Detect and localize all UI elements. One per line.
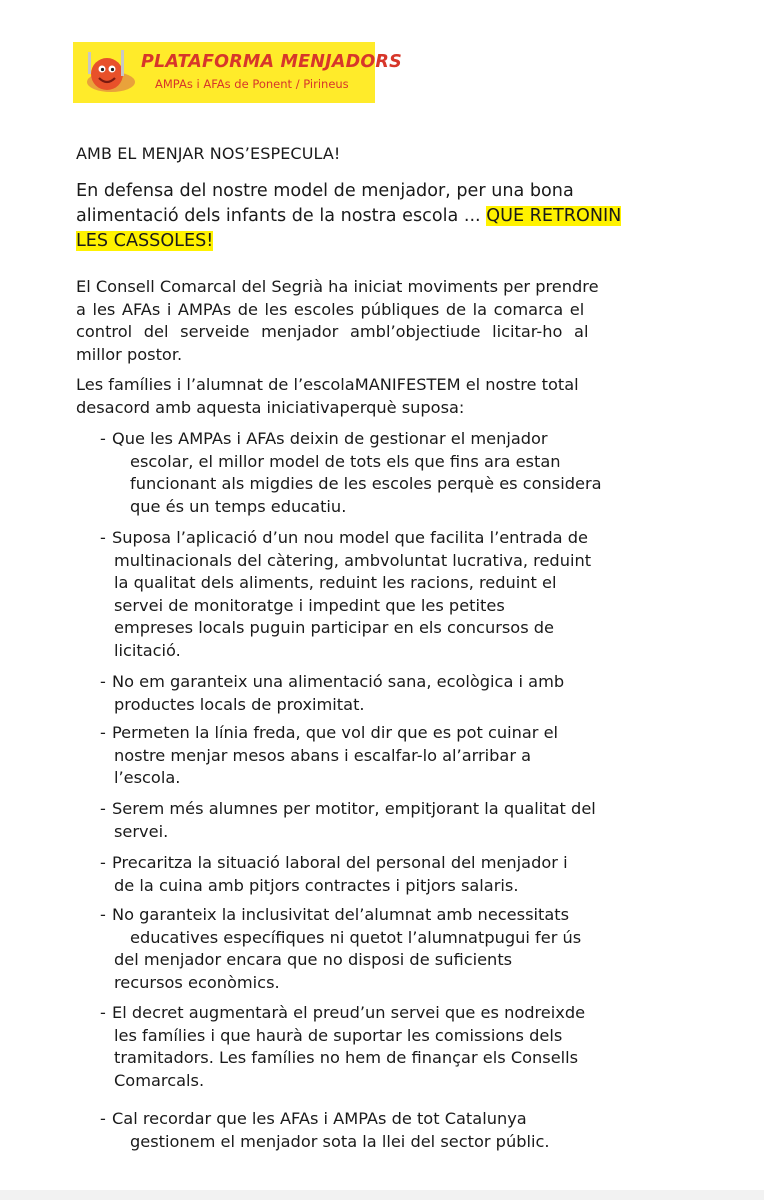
bullet-line: de la cuina amb pitjors contractes i pitjors salaris. — [114, 875, 519, 895]
bullet-item: - Suposa l’aplicació d’un nou model que facilita l’entrada de multinacionals del càtering, ambvoluntat lucrativa, reduint la qualitat dels aliments, reduint les racions, reduint el servei de monitoratge i impedint que les petites empreses locals puguin participar en els concursos de licitació. — [100, 527, 700, 662]
bullet-line: El decret augmentarà el preud’un servei que es nodreixde — [112, 1003, 586, 1022]
bullet-line: multinacionals del càtering, ambvoluntat lucrativa, reduint — [114, 550, 592, 570]
logo-title: PLATAFORMA MENJADORS — [141, 52, 402, 72]
bullet-line: que és un temps educatiu. — [130, 496, 347, 516]
paragraph-line: control del serveide menjador ambl’objectiude licitar-ho al — [76, 322, 589, 341]
paragraph-line: desacord amb aquesta iniciativaperquè suposa: — [76, 397, 465, 417]
bullet-item: - No em garanteix una alimentació sana, ecològica i amb productes locals de proximitat. — [100, 671, 700, 716]
bullet-line: Precaritza la situació laboral del personal del menjador i — [112, 853, 568, 872]
bullet-line: funcionant als migdies de les escoles perquè es considera — [130, 474, 602, 493]
bullet-line: servei de monitoratge i impedint que les petites — [114, 595, 505, 615]
bullet-item: - Que les AMPAs i AFAs deixin de gestionar el menjador escolar, el millor model de tots els que fins ara estan funcionant als migdies de les escoles perquè es considera que és un temps educatiu. — [100, 428, 700, 518]
paragraph-line: El Consell Comarcal del Segrià ha iniciat moviments per prendre — [76, 277, 599, 296]
bullet-line: Que les AMPAs i AFAs deixin de gestionar el menjador — [112, 429, 548, 448]
bullet-line: licitació. — [114, 640, 181, 660]
page-heading: AMB EL MENJAR NOS’ESPECULA! — [76, 144, 341, 163]
bullet-line: empreses locals puguin participar en els concursos de — [114, 618, 555, 637]
bullet-line: Cal recordar que les AFAs i AMPAs de tot Catalunya — [112, 1109, 527, 1128]
intro-line: En defensa del nostre model de menjador, per una bona — [76, 181, 574, 201]
bullet-line: Serem més alumnes per motitor, empitjorant la qualitat del — [112, 799, 596, 818]
bullet-line: la qualitat dels aliments, reduint les racions, reduint el — [114, 573, 557, 592]
bullet-item: - Cal recordar que les AFAs i AMPAs de tot Catalunya gestionem el menjador sota la llei del sector públic. — [100, 1108, 700, 1153]
bullet-line: escolar, el millor model de tots els que fins ara estan — [130, 451, 561, 471]
bullet-line: servei. — [114, 821, 169, 841]
paragraph-consell — [76, 276, 688, 366]
paragraph-manifest — [76, 374, 676, 419]
bullet-item: - Serem més alumnes per motitor, empitjorant la qualitat del servei. — [100, 798, 700, 843]
bullet-line: tramitadors. Les famílies no hem de finançar els Consells — [114, 1048, 579, 1067]
bullet-line: Suposa l’aplicació d’un nou model que facilita l’entrada de — [112, 528, 588, 547]
highlighted-slogan: LES CASSOLES! — [76, 231, 214, 251]
bullet-item: - El decret augmentarà el preud’un servei que es nodreixde les famílies i que haurà de suportar les comissions dels tramitadors. Les famílies no hem de finançar els Consells Comarcals. — [100, 1002, 700, 1092]
bullet-line: les famílies i que haurà de suportar les comissions dels — [114, 1025, 563, 1045]
bullet-item: - Precaritza la situació laboral del personal del menjador i de la cuina amb pitjors contractes i pitjors salaris. — [100, 852, 700, 897]
bullet-line: Comarcals. — [114, 1070, 205, 1090]
bullet-item: - No garanteix la inclusivitat del’alumnat amb necessitats educatives específiques ni quetot l’alumnatpugui fer ús del menjador encara que no disposi de suficients recursos econòmics. — [100, 904, 700, 994]
bullet-line: productes locals de proximitat. — [114, 694, 365, 714]
bullet-line: recursos econòmics. — [114, 972, 280, 992]
bullet-line: nostre menjar mesos abans i escalfar-lo al’arribar a — [114, 745, 532, 765]
bullet-line: No garanteix la inclusivitat del’alumnat amb necessitats — [112, 905, 570, 924]
paragraph-line: Les famílies i l’alumnat de l’escolaMANIFESTEM el nostre total — [76, 375, 579, 394]
bullet-line: Permeten la línia freda, que vol dir que es pot cuinar el — [112, 723, 559, 742]
intro-line — [76, 204, 676, 229]
bullet-item: - Permeten la línia freda, que vol dir que es pot cuinar el nostre menjar mesos abans i escalfar-lo al’arribar a l’escola. — [100, 722, 700, 790]
intro-text: alimentació dels infants de la nostra escola ... — [76, 206, 487, 226]
intro-line — [76, 229, 676, 254]
logo-subtitle: AMPAs i AFAs de Ponent / Pirineus — [155, 77, 349, 91]
bullet-line: educatives específiques ni quetot l’alumnatpugui fer ús — [130, 927, 582, 947]
paragraph-line: millor postor. — [76, 344, 183, 364]
page-bottom-edge — [0, 1190, 764, 1200]
highlighted-slogan: QUE RETRONIN — [486, 206, 622, 226]
bullet-line: gestionem el menjador sota la llei del sector públic. — [130, 1131, 550, 1151]
bullet-line: del menjador encara que no disposi de suficients — [114, 950, 513, 969]
bullet-line: l’escola. — [114, 768, 181, 787]
paragraph-line: a les AFAs i AMPAs de les escoles públiques de la comarca el — [76, 299, 585, 319]
platform-logo — [73, 42, 402, 103]
intro-statement — [76, 179, 676, 254]
bullet-line: No em garanteix una alimentació sana, ecològica i amb — [112, 672, 565, 691]
mascot-face-icon — [83, 46, 135, 100]
